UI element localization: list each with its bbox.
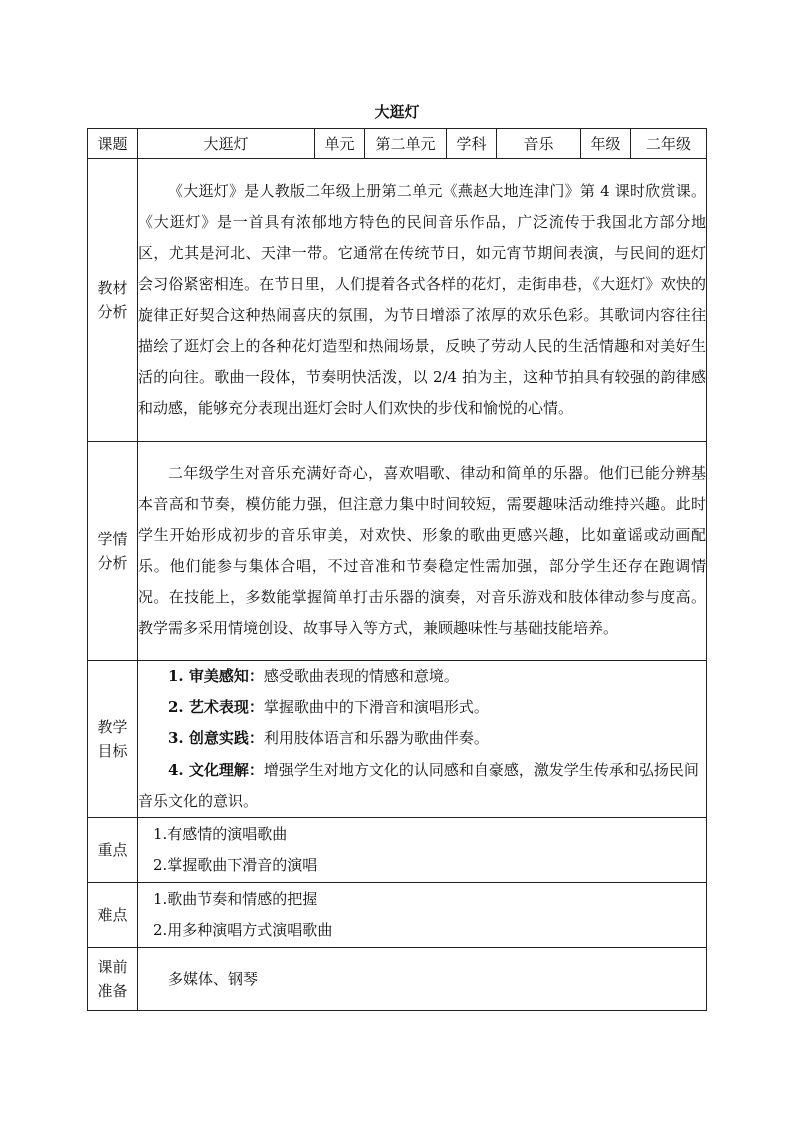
lesson-plan-table [87,128,707,1011]
difficulties-list [138,883,707,948]
unit-value: 第二单元 [365,129,447,159]
subject-label: 学科 [447,129,497,159]
goal-item: 3. 创意实践：利用肢体语言和乐器为歌曲伴奏。 [168,729,489,748]
material-analysis-text: 《大逛灯》是人教版二年级上册第二单元《燕赵大地连津门》第 4 课时欣赏课。《大逛灯》是一首具有浓郁地方特色的民间音乐作品，广泛流传于我国北方部分地区，尤其是河北、天津一带。它通常在传统节日，如元宵节期间表演，与民间的逛灯会习俗紧密相连。在节日里，人们提着各式各样的花灯，走街串巷，《大逛灯》欢快的旋律正好契合这种热闹喜庆的氛围，为节日增添了浓厚的欢乐色彩。其歌词内容往往描绘了逛灯会上的各种花灯造型和热闹场景，反映了劳动人民的生活情趣和对美好生活的向往。歌曲一段体，节奏明快活泼，以 2/4 拍为主，这种节拍具有较强的韵律感和动感，能够充分表现出逛灯会时人们欢快的步伐和愉悦的心情。 [138,159,707,442]
goal-item: 4. 文化理解：增强学生对地方文化的认同感和自豪感，激发学生传承和弘扬民间音乐文化的意识。 [138,760,699,810]
preparation-row [88,948,707,1011]
difficulties-label: 难点 [88,883,138,948]
list-item: 1.有感情的演唱歌曲 [153,825,288,844]
grade-value: 二年级 [631,129,707,159]
preparation-text: 多媒体、钢琴 [138,948,707,1011]
goal-item: 2. 艺术表现：掌握歌曲中的下滑音和演唱形式。 [168,698,489,717]
teaching-goals-list [138,661,707,818]
teaching-goals-row [88,661,707,818]
learner-analysis-row [88,442,707,661]
key-points-row [88,818,707,883]
topic-value: 大逛灯 [138,129,315,159]
material-analysis-label: 教材 分析 [88,159,138,442]
preparation-label: 课前 准备 [88,948,138,1011]
key-points-list [138,818,707,883]
difficulties-row [88,883,707,948]
document-title: 大逛灯 [374,103,420,121]
material-analysis-row [88,159,707,442]
learner-analysis-text: 二年级学生对音乐充满好奇心，喜欢唱歌、律动和简单的乐器。他们已能分辨基本音高和节奏，模仿能力强，但注意力集中时间较短，需要趣味活动维持兴趣。此时学生开始形成初步的音乐审美，对欢快、形象的歌曲更感兴趣，比如童谣或动画配乐。他们能参与集体合唱，不过音准和节奏稳定性需加强，部分学生还存在跑调情况。在技能上，多数能掌握简单打击乐器的演奏，对音乐游戏和肢体律动参与度高。教学需多采用情境创设、故事导入等方式，兼顾趣味性与基础技能培养。 [138,442,707,661]
list-item: 2.掌握歌曲下滑音的演唱 [153,856,318,875]
topic-label: 课题 [88,129,138,159]
teaching-goals-label: 教学 目标 [88,661,138,818]
header-row [88,129,707,159]
learner-analysis-label: 学情 分析 [88,442,138,661]
grade-label: 年级 [581,129,631,159]
subject-value: 音乐 [497,129,581,159]
list-item: 1.歌曲节奏和情感的把握 [153,890,318,909]
list-item: 2.用多种演唱方式演唱歌曲 [153,921,333,940]
key-points-label: 重点 [88,818,138,883]
unit-label: 单元 [315,129,365,159]
goal-item: 1. 审美感知：感受歌曲表现的情感和意境。 [168,667,459,685]
